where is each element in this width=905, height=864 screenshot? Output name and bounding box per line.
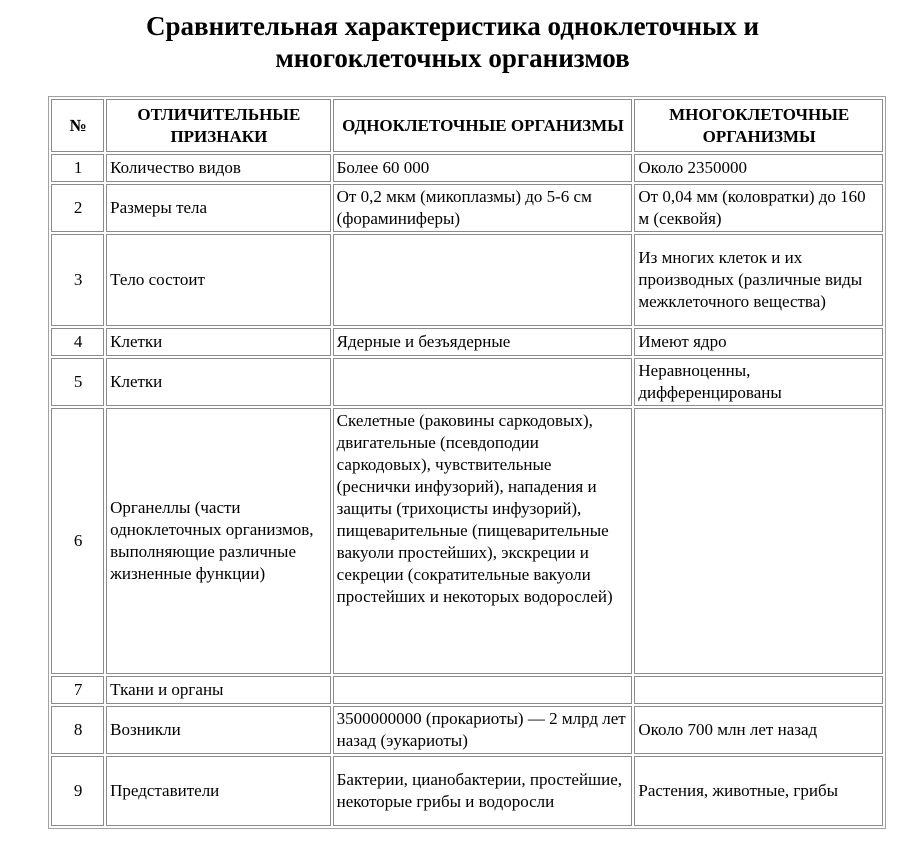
row-feature: Размеры тела [106,184,331,232]
row-feature: Количество видов [106,154,331,182]
page-title-line-1: Сравнительная характеристика одноклеточных и [145,11,760,41]
table-row [51,358,883,406]
header-unicellular: ОДНОКЛЕТОЧНЫЕ ОРГАНИЗМЫ [333,99,633,152]
row-num: 6 [51,408,104,674]
page-title [0,10,905,74]
row-feature: Возникли [106,706,331,754]
row-unicellular: 3500000000 (прокариоты) — 2 млрд лет назад (эукариоты) [333,706,633,754]
row-multicellular: От 0,04 мм (коловратки) до 160 м (секвойя) [634,184,883,232]
row-multicellular: Около 700 млн лет назад [634,706,883,754]
header-num: № [51,99,104,152]
row-num: 5 [51,358,104,406]
row-unicellular [333,676,633,704]
table-row [51,756,883,826]
row-multicellular: Растения, животные, грибы [634,756,883,826]
row-num: 4 [51,328,104,356]
row-multicellular: Имеют ядро [634,328,883,356]
table-row [51,676,883,704]
row-feature: Ткани и органы [106,676,331,704]
row-multicellular: Из многих клеток и их производных (различные виды межклеточного вещества) [634,234,883,326]
row-feature: Клетки [106,358,331,406]
row-multicellular: Неравноценны, дифференцированы [634,358,883,406]
row-unicellular: Бактерии, цианобактерии, простейшие, некоторые грибы и водоросли [333,756,633,826]
row-unicellular: От 0,2 мкм (микоплазмы) до 5-6 см (фораминиферы) [333,184,633,232]
row-num: 8 [51,706,104,754]
row-num: 9 [51,756,104,826]
table-header-row [51,99,883,152]
row-unicellular [333,358,633,406]
header-multicellular: МНОГОКЛЕТОЧНЫЕ ОРГАНИЗМЫ [634,99,883,152]
page-title-line-2: многоклеточных организмов [275,43,630,73]
row-num: 3 [51,234,104,326]
row-feature: Клетки [106,328,331,356]
row-num: 2 [51,184,104,232]
row-num: 7 [51,676,104,704]
row-unicellular: Более 60 000 [333,154,633,182]
table-row [51,408,883,674]
table-row [51,328,883,356]
row-multicellular [634,676,883,704]
row-num: 1 [51,154,104,182]
table-row [51,234,883,326]
header-feature: ОТЛИЧИТЕЛЬНЫЕ ПРИЗНАКИ [106,99,331,152]
table-row [51,154,883,182]
row-unicellular [333,234,633,326]
row-unicellular: Скелетные (раковины саркодовых), двигательные (псевдоподии саркодовых), чувствительные (реснички инфузорий), нападения и защиты (трихоцисты инфузорий), пищеварительные (пищеварительные вакуоли простейших), экскреции и секреции (сократительные вакуоли простейших и некоторых водорослей) [333,408,633,674]
row-feature: Представители [106,756,331,826]
row-unicellular: Ядерные и безъядерные [333,328,633,356]
table-row [51,706,883,754]
comparison-table [48,96,886,829]
row-feature: Органеллы (части одноклеточных организмов, выполняющие различные жизненные функции) [106,408,331,674]
table-row [51,184,883,232]
row-multicellular: Около 2350000 [634,154,883,182]
row-multicellular [634,408,883,674]
row-feature: Тело состоит [106,234,331,326]
